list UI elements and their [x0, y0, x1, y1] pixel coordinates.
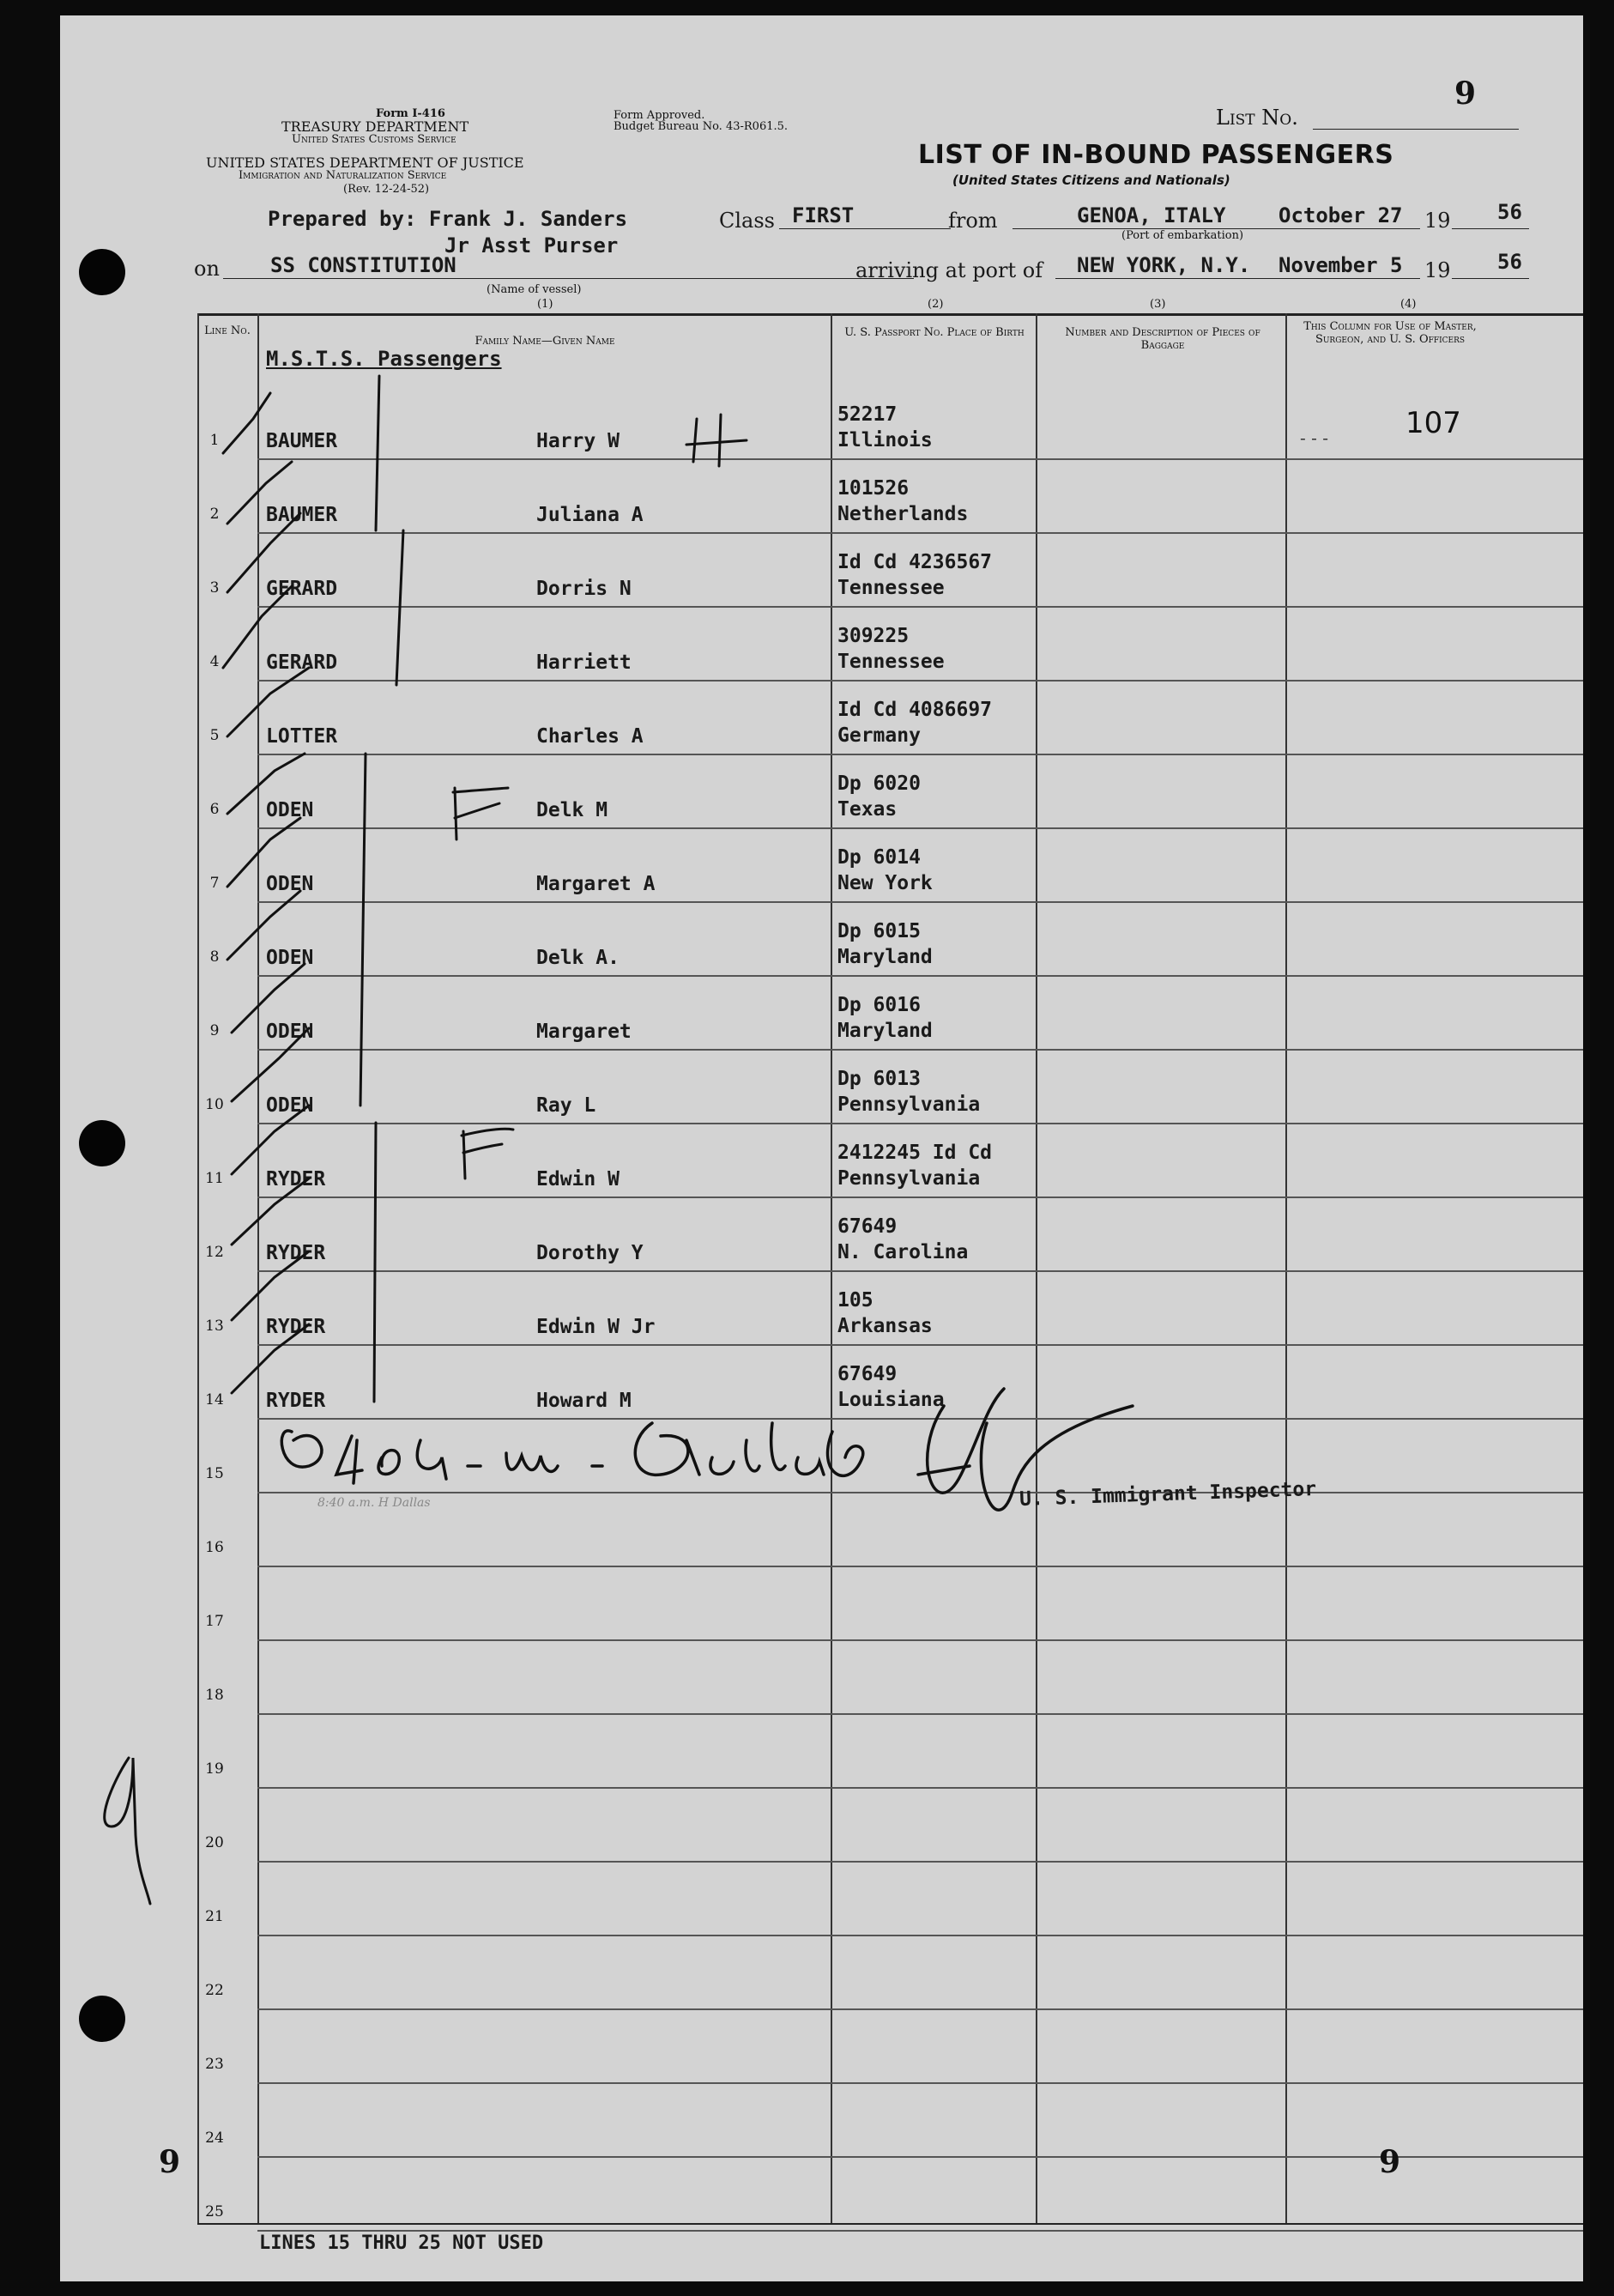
family-name: RYDER	[266, 1316, 326, 1338]
manifest-page	[60, 15, 1583, 2281]
arrival-port: NEW YORK, N.Y.	[1077, 253, 1251, 277]
margin-mark	[105, 1758, 150, 1904]
place-of-birth: Pennsylvania	[837, 1093, 981, 1116]
given-name: Edwin W	[536, 1168, 620, 1190]
family-name: RYDER	[266, 1242, 326, 1264]
passport-number: Id Cd 4086697	[837, 699, 993, 721]
f-mark-2	[462, 1129, 513, 1178]
place-of-birth: Tennessee	[837, 651, 945, 673]
given-name: Charles A	[536, 725, 644, 748]
col-header-officers: This Column for Use of Master, Surgeon, and U. S. Officers	[1303, 320, 1477, 346]
class-value: FIRST	[792, 203, 855, 227]
binder-hole-top	[79, 249, 125, 295]
budget-bureau: Budget Bureau No. 43-R061.5.	[614, 120, 789, 133]
ins-service: Immigration and Naturalization Service	[239, 169, 447, 182]
given-name: Edwin W Jr	[536, 1316, 656, 1338]
handwritten-note-text: 8:40 a.m. H Dallas	[317, 1496, 431, 1510]
given-name: Margaret	[536, 1021, 632, 1043]
line-number: 3	[209, 579, 220, 597]
given-name: Harriett	[536, 651, 632, 674]
col-header-baggage: Number and Description of Pieces of Baggage	[1065, 326, 1260, 352]
class-label: Class	[719, 209, 775, 233]
line-number: 7	[209, 875, 220, 892]
from-year-prefix: 19	[1424, 209, 1451, 233]
page-mark-right: 9	[1379, 2144, 1401, 2180]
arrival-date: November 5	[1279, 253, 1403, 277]
justice-department: UNITED STATES DEPARTMENT OF JUSTICE	[206, 154, 524, 171]
from-port: GENOA, ITALY	[1077, 203, 1226, 227]
col-number-3: (3)	[1150, 298, 1166, 311]
binder-hole-bottom	[79, 1996, 125, 2042]
line-number: 13	[205, 1318, 224, 1335]
place-of-birth: Maryland	[837, 946, 933, 968]
col-header-name: Family Name—Given Name	[475, 335, 615, 348]
col-number-1: (1)	[537, 298, 553, 311]
place-of-birth: Maryland	[837, 1020, 933, 1042]
signature-scrawl	[281, 1389, 1133, 1510]
arriving-label: arriving at port of	[855, 258, 1043, 282]
line-number: 20	[205, 1834, 224, 1851]
place-of-birth: Pennsylvania	[837, 1167, 981, 1190]
check-marks	[223, 393, 309, 1393]
given-name: Margaret A	[536, 873, 656, 895]
officer-count: 107	[1405, 406, 1461, 440]
place-of-birth: Tennessee	[837, 577, 945, 599]
col-number-4: (4)	[1400, 298, 1417, 311]
line-number: 4	[209, 653, 220, 670]
passport-number: Id Cd 4236567	[837, 551, 993, 573]
line-number: 12	[205, 1244, 224, 1261]
from-date: October 27	[1279, 203, 1403, 227]
arrival-year-prefix: 19	[1424, 258, 1451, 282]
passport-number: Dp 6016	[837, 994, 921, 1016]
passport-number: 101526	[837, 477, 910, 500]
line-number: 6	[209, 801, 220, 818]
passport-number: 67649	[837, 1215, 898, 1238]
vessel-caption: (Name of vessel)	[487, 283, 582, 296]
inspector-label: U. S. Immigrant Inspector	[1019, 1477, 1317, 1511]
passport-number: Dp 6015	[837, 920, 921, 942]
family-brackets	[360, 376, 403, 1402]
from-year: 56	[1497, 200, 1522, 224]
vessel-name: SS CONSTITUTION	[270, 253, 456, 277]
passport-number: 67649	[837, 1363, 898, 1385]
family-name: ODEN	[266, 947, 314, 969]
officer-dash-mark: - - -	[1300, 427, 1328, 448]
passport-number: 52217	[837, 403, 898, 426]
h-mark	[686, 415, 747, 466]
line-number: 22	[205, 1982, 224, 1999]
from-label: from	[948, 209, 998, 233]
document-title: LIST OF IN-BOUND PASSENGERS	[918, 140, 1394, 170]
line-number: 9	[209, 1022, 220, 1039]
line-number: 18	[205, 1687, 224, 1704]
given-name: Dorothy Y	[536, 1242, 644, 1264]
family-name: ODEN	[266, 873, 314, 895]
form-number: Form I-416	[376, 107, 445, 120]
on-label: on	[194, 257, 220, 281]
passport-number: Dp 6013	[837, 1068, 921, 1090]
place-of-birth: N. Carolina	[837, 1241, 969, 1263]
family-name: RYDER	[266, 1390, 326, 1412]
document-subtitle: (United States Citizens and Nationals)	[952, 173, 1230, 188]
treasury-department: TREASURY DEPARTMENT	[281, 118, 469, 135]
place-of-birth: Germany	[837, 724, 921, 747]
binder-hole-middle	[79, 1120, 125, 1166]
line-number: 2	[209, 506, 220, 523]
section-heading: M.S.T.S. Passengers	[266, 347, 502, 371]
arrival-year: 56	[1497, 250, 1522, 274]
list-no-value: 9	[1454, 76, 1477, 112]
family-name: ODEN	[266, 799, 314, 821]
place-of-birth: Texas	[837, 798, 898, 821]
embark-caption: (Port of embarkation)	[1121, 229, 1244, 242]
family-name: ODEN	[266, 1094, 314, 1117]
place-of-birth: New York	[837, 872, 933, 894]
line-number: 17	[205, 1613, 224, 1630]
line-number: 8	[209, 948, 220, 966]
family-name: BAUMER	[266, 504, 338, 526]
place-of-birth: Netherlands	[837, 503, 969, 525]
family-name: RYDER	[266, 1168, 326, 1190]
line-number: 11	[205, 1170, 224, 1187]
given-name: Delk A.	[536, 947, 620, 969]
given-name: Juliana A	[536, 504, 644, 526]
passport-number: 309225	[837, 625, 910, 647]
prepared-title: Jr Asst Purser	[444, 233, 619, 257]
line-number: 10	[205, 1096, 224, 1113]
line-number: 5	[209, 727, 220, 744]
passport-number: 105	[837, 1289, 873, 1312]
given-name: Delk M	[536, 799, 608, 821]
family-name: ODEN	[266, 1021, 314, 1043]
family-name: GERARD	[266, 578, 338, 600]
line-number: 25	[205, 2203, 224, 2220]
col-header-line-no: Line No.	[204, 324, 251, 337]
line-number: 24	[205, 2129, 224, 2147]
customs-service: United States Customs Service	[292, 133, 456, 146]
passport-number: 2412245 Id Cd	[837, 1142, 993, 1164]
line-number: 1	[209, 432, 220, 449]
line-number: 14	[205, 1391, 224, 1408]
col-number-2: (2)	[928, 298, 944, 311]
family-name: GERARD	[266, 651, 338, 674]
handwriting-overlay	[60, 15, 1583, 2281]
f-mark-1	[453, 788, 508, 839]
family-name: LOTTER	[266, 725, 338, 748]
prepared-by-text: Prepared by: Frank J. Sanders	[268, 207, 628, 231]
line-number: 19	[205, 1760, 224, 1778]
line-number: 15	[205, 1465, 224, 1482]
list-no-label: List No.	[1216, 106, 1298, 130]
given-name: Harry W	[536, 430, 620, 452]
page-mark-left: 9	[159, 2144, 181, 2180]
form-revision: (Rev. 12-24-52)	[343, 183, 430, 196]
given-name: Dorris N	[536, 578, 632, 600]
passport-number: Dp 6020	[837, 772, 921, 795]
form-approved: Form Approved.	[614, 109, 705, 122]
line-number: 23	[205, 2056, 224, 2073]
footer-note: LINES 15 THRU 25 NOT USED	[259, 2232, 544, 2254]
place-of-birth: Arkansas	[837, 1315, 933, 1337]
place-of-birth: Louisiana	[837, 1389, 945, 1411]
line-number: 21	[205, 1908, 224, 1925]
given-name: Howard M	[536, 1390, 632, 1412]
col-header-passport: U. S. Passport No. Place of Birth	[844, 326, 1025, 339]
passport-number: Dp 6014	[837, 846, 921, 869]
family-name: BAUMER	[266, 430, 338, 452]
given-name: Ray L	[536, 1094, 596, 1117]
place-of-birth: Illinois	[837, 429, 933, 451]
line-number: 16	[205, 1539, 224, 1556]
